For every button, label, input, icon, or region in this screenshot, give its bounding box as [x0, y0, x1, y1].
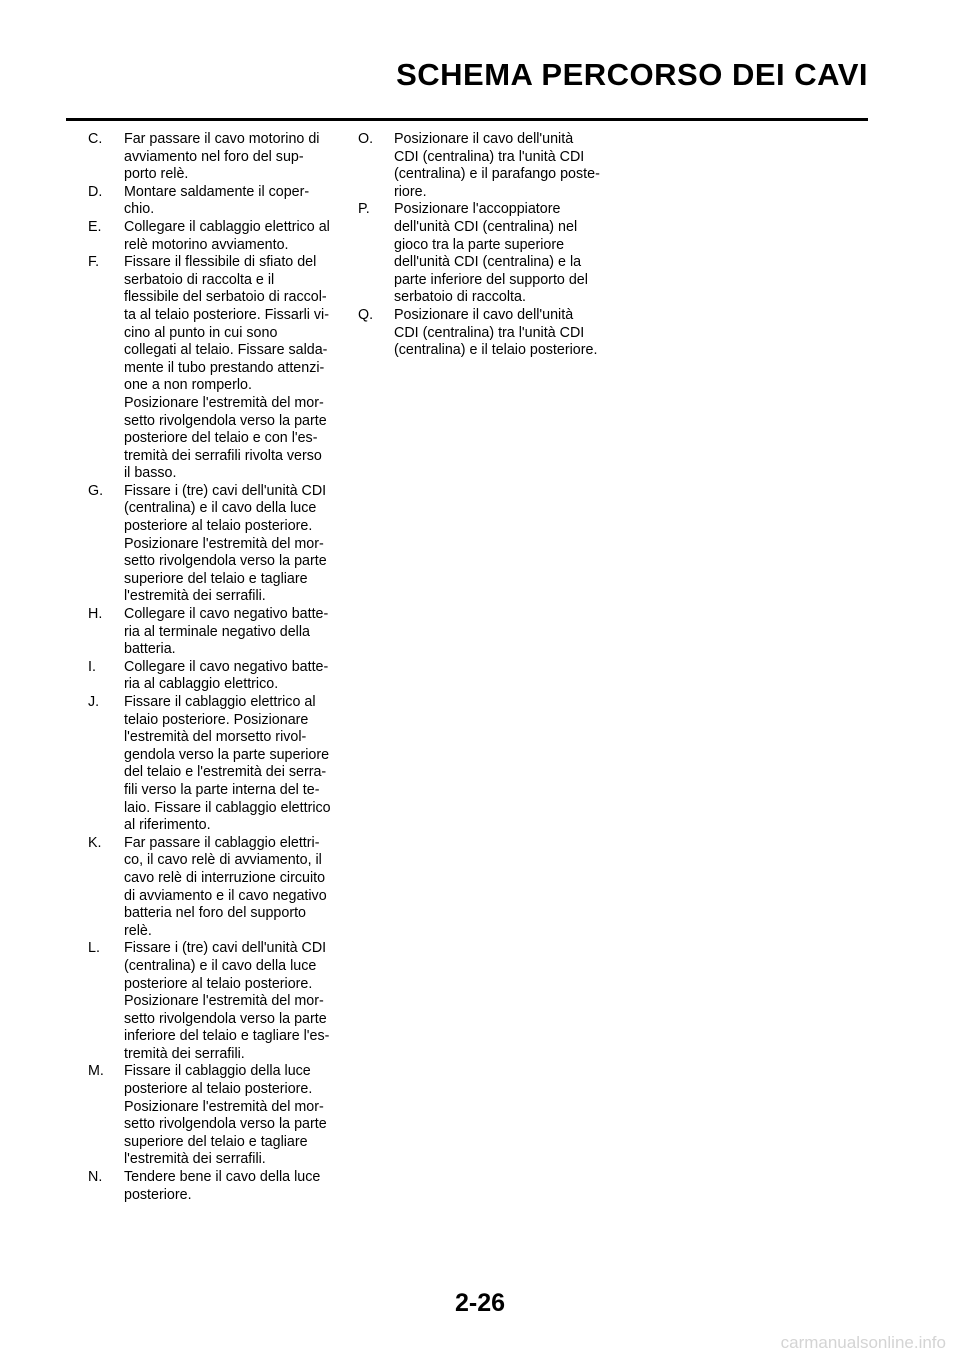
right-column	[358, 131, 604, 360]
item-text: Fissare il cablaggio elettrico al telaio posteriore. Posizionare l'estremità del morsetto rivol- gendola verso la parte superiore del telaio e l'estremità dei serra- fili verso la parte interna del te- laio. Fissare il cablaggio elettrico al riferimento.	[124, 694, 331, 834]
item-letter: G.	[88, 482, 104, 499]
title-rule	[66, 118, 868, 121]
list-item	[358, 307, 604, 360]
list-item	[88, 940, 334, 1063]
watermark: carmanualsonline.info	[780, 1333, 946, 1352]
item-letter: E.	[88, 218, 102, 235]
item-text: Fissare il cablaggio della luce posteriore al telaio posteriore. Posizionare l'estremità del mor- setto rivolgendola verso la parte superiore del telaio e tagliare l'estremità dei serrafili.	[124, 1063, 327, 1168]
item-letter: O.	[358, 131, 374, 147]
item-text: Collegare il cavo negativo batte- ria al terminale negativo della batteria.	[124, 606, 329, 658]
item-letter: J.	[88, 694, 100, 710]
list-item	[88, 184, 334, 219]
item-text: Collegare il cavo negativo batte- ria al cablaggio elettrico.	[124, 658, 329, 693]
item-text: Fissare il flessibile di sfiato del serbatoio di raccolta e il flessibile del serbatoio di raccol- ta al telaio posteriore. Fissarli vi- cino al punto in cui sono collegati al telaio. Fissare salda- mente il tubo prestando attenzi- one a non romperlo. Posizionare l'estremità del mor- setto rivolgendola verso la parte posteriore del telaio e con l'es- tremità dei serrafili rivolta verso il basso.	[124, 254, 329, 482]
item-letter: F.	[88, 254, 100, 271]
item-text: Posizionare l'accoppiatore dell'unità CDI (centralina) nel gioco tra la parte superiore dell'unità CDI (centralina) e la parte inferiore del supporto del serbatoio di raccolta.	[394, 201, 588, 306]
list-item	[88, 694, 334, 835]
item-text: Collegare il cablaggio elettrico al relè motorino avviamento.	[124, 218, 330, 253]
item-text: Far passare il cablaggio elettri- co, il cavo relè di avviamento, il cavo relè di interruzione circuito di avviamento e il cavo negativo batteria nel foro del supporto relè.	[124, 834, 327, 939]
list-item	[88, 659, 334, 694]
list-item	[358, 201, 604, 307]
left-column	[88, 131, 334, 1204]
list-item	[88, 606, 334, 659]
item-letter: H.	[88, 606, 103, 623]
list-item	[88, 1169, 334, 1204]
list-item	[88, 131, 334, 184]
list-item	[88, 219, 334, 254]
item-text: Montare saldamente il coper- chio.	[124, 183, 310, 218]
item-text: Posizionare il cavo dell'unità CDI (centralina) tra l'unità CDI (centralina) e il telaio posteriore.	[394, 306, 598, 359]
list-item	[88, 835, 334, 941]
item-text: Tendere bene il cavo della luce posteriore.	[124, 1169, 321, 1203]
item-letter: P.	[358, 201, 370, 218]
item-letter: I.	[88, 658, 96, 675]
page-title: SCHEMA PERCORSO DEI CAVI	[396, 57, 868, 92]
item-text: Fissare i (tre) cavi dell'unità CDI (centralina) e il cavo della luce posteriore al telaio posteriore. Posizionare l'estremità del mor- setto rivolgendola verso la parte inferiore del telaio e tagliare l'es- tremità dei serrafili.	[124, 940, 330, 1062]
item-letter: K.	[88, 834, 102, 851]
item-text: Far passare il cavo motorino di avviamento nel foro del sup- porto relè.	[124, 131, 320, 183]
list-item	[88, 483, 334, 606]
item-text: Posizionare il cavo dell'unità CDI (centralina) tra l'unità CDI (centralina) e il parafango poste- riore.	[394, 131, 600, 200]
item-letter: L.	[88, 940, 100, 957]
item-letter: D.	[88, 183, 103, 200]
item-letter: C.	[88, 131, 103, 147]
list-item	[88, 1063, 334, 1169]
item-letter: Q.	[358, 306, 374, 323]
list-item	[88, 254, 334, 483]
item-letter: N.	[88, 1169, 103, 1186]
item-text: Fissare i (tre) cavi dell'unità CDI (centralina) e il cavo della luce posteriore al telaio posteriore. Posizionare l'estremità del mor- setto rivolgendola verso la parte superiore del telaio e tagliare l'estremità dei serrafili.	[124, 482, 327, 605]
list-item	[358, 131, 604, 201]
page-number: 2-26	[454, 1289, 506, 1317]
item-letter: M.	[88, 1063, 104, 1080]
